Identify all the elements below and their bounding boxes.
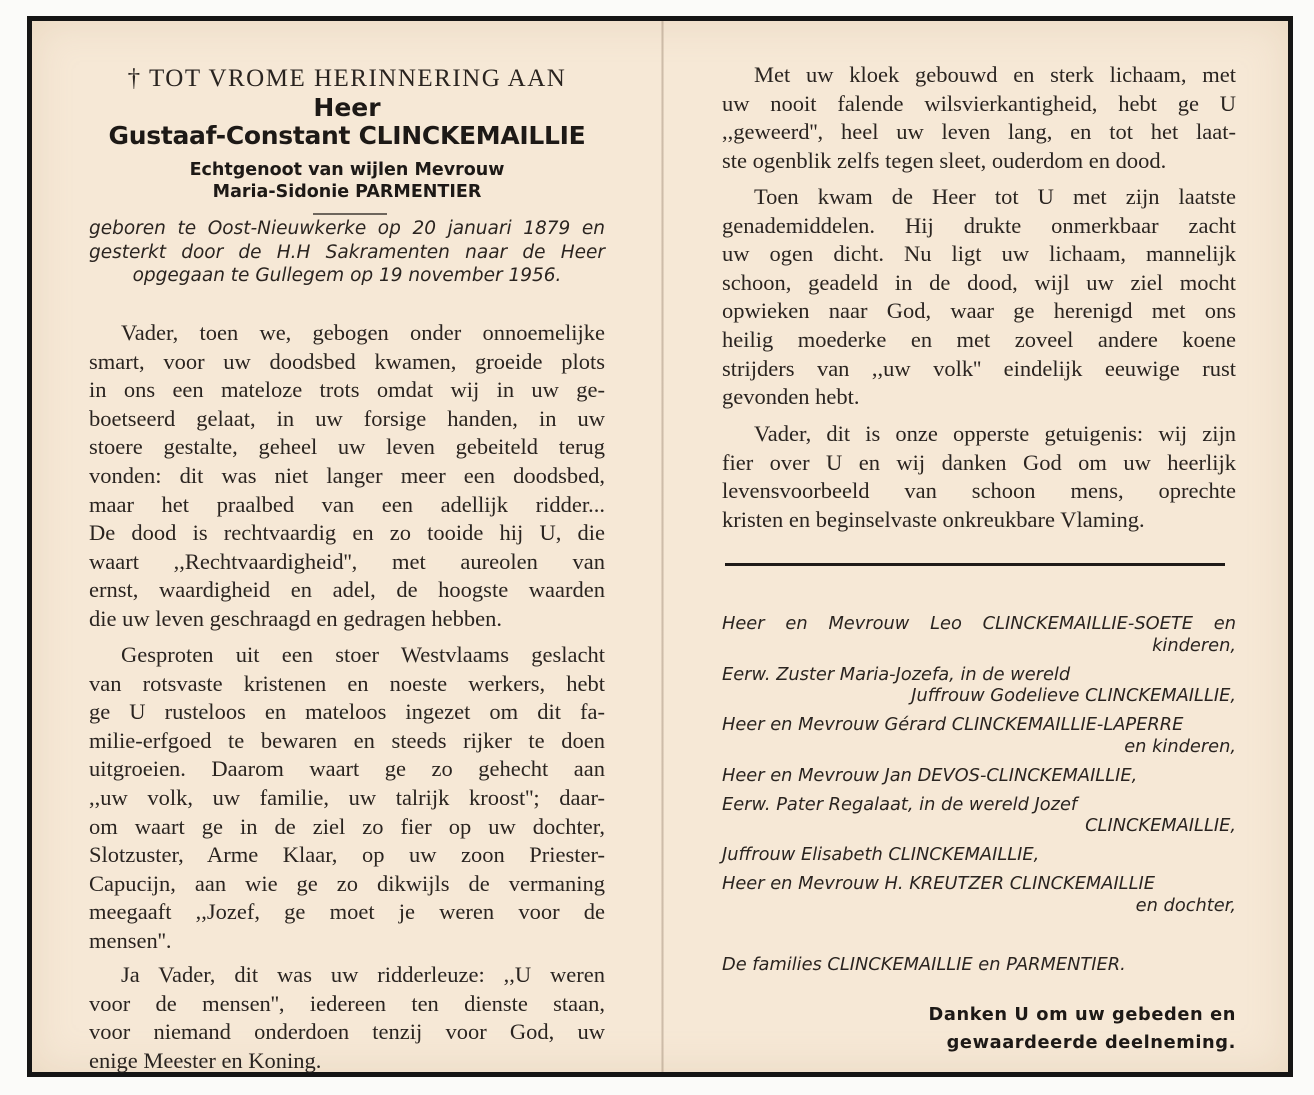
paragraph-line: Ja Vader, dit was uw ridderleuze: ,,U weren	[121, 962, 605, 987]
dates-line: opgegaan te Gullegem op 19 november 1956.	[132, 265, 562, 286]
paragraph-line: die uw leven geschraagd en gedragen hebben.	[89, 605, 502, 631]
paragraph-line: fier over U en wij danken God om uw heerlijk	[722, 449, 1236, 475]
family-list	[722, 613, 1236, 975]
paragraph-line: stoere gestalte, geheel uw leven gebeiteld terug	[89, 434, 605, 460]
paragraph-line: Capucijn, aan wie ge zo dikwijls de vermaning	[89, 870, 605, 896]
dates-line: gesterkt door de H.H Sakramenten naar de Heer	[89, 241, 605, 263]
family-member-line: Heer en Mevrouw H. KREUTZER CLINCKEMAILLIE	[722, 872, 1155, 894]
paragraph-line: Slotzuster, Arme Klaar, op uw zoon Priester-	[89, 842, 605, 868]
paragraph-line: ge U rusteloos en mateloos ingezet om dit fa-	[89, 699, 605, 725]
paragraph-line: opwieken naar God, waar ge herenigd met ons	[722, 298, 1236, 324]
paragraph-line: kristen en beginselvaste onkreukbare Vlaming.	[722, 506, 1145, 532]
paragraph-line: levensvoorbeeld van schoon mens, oprechte	[722, 478, 1236, 504]
section-divider	[725, 563, 1225, 566]
paragraph-line: voor de mensen'', iedereen ten dienste staan,	[89, 990, 605, 1016]
paragraph-line: ,,uw volk, uw familie, uw talrijk kroost''; daar-	[89, 784, 605, 810]
spouse-line-1: Echtgenoot van wijlen Mevrouw	[189, 160, 505, 180]
paragraph-line: vonden: dit was niet langer meer een doodsbed,	[89, 462, 605, 488]
paragraph-line: mensen''.	[89, 927, 172, 953]
paragraph-line: ,,geweerd'', heel uw leven lang, en tot het laat-	[722, 119, 1236, 145]
dates-line: geboren te Oost-Nieuwkerke op 20 januari 1879 en	[89, 218, 605, 239]
family-member-line: Eerw. Pater Regalaat, in de wereld Jozef	[722, 793, 1078, 815]
family-member-continuation: en kinderen,	[1124, 735, 1236, 757]
paragraph-line: van rotsvaste kristenen en noeste werkers, hebt	[89, 670, 605, 696]
thanks-line-1: Danken U om uw gebeden en	[928, 1004, 1236, 1025]
family-member-continuation: CLINCKEMAILLIE,	[1085, 815, 1236, 837]
left-paragraph-1	[89, 319, 605, 634]
paragraph-line: uw ogen dicht. Nu ligt uw lichaam, mannelijk	[722, 241, 1236, 267]
paragraph-line: voor niemand onderdoen tenzij voor God, uw	[89, 1019, 605, 1045]
birth-death-dates	[89, 217, 605, 288]
paragraph-line: De dood is rechtvaardig en zo tooide hij U, die	[89, 520, 605, 546]
spouse-line-2: Maria-Sidonie PARMENTIER	[212, 182, 482, 202]
paragraph-line: genademiddelen. Hij drukte onmerkbaar zacht	[722, 212, 1236, 238]
paragraph-line: uitgroeien. Daarom waart ge zo gehecht aan	[89, 756, 605, 782]
family-member-continuation: Juffrouw Godelieve CLINCKEMAILLIE,	[911, 685, 1236, 707]
paragraph-line: milie-erfgoed te bewaren en steeds rijker te doen	[89, 727, 605, 753]
paragraph-line: Toen kwam de Heer tot U met zijn laatste	[754, 184, 1236, 209]
paragraph-line: om waart ge in de ziel zo fier op uw dochter,	[89, 813, 605, 839]
family-member-line: Heer en Mevrouw Gérard CLINCKEMAILLIE-LAPERRE	[722, 714, 1184, 736]
paragraph-line: schoon, geadeld in de dood, wijl uw ziel mocht	[722, 269, 1236, 295]
deceased-title: Heer	[313, 93, 381, 122]
paragraph-line: strijders van ,,uw volk'' eindelijk eeuwige rust	[722, 355, 1236, 381]
left-paragraph-2	[89, 641, 605, 956]
paragraph-line: enige Meester en Koning.	[89, 1047, 322, 1073]
right-paragraph-3	[722, 420, 1236, 534]
paragraph-line: ernst, waardigheid en adel, de hoogste waarden	[89, 577, 605, 603]
deceased-name: Gustaaf-Constant CLINCKEMAILLIE	[108, 121, 586, 150]
family-member-line: Juffrouw Elisabeth CLINCKEMAILLIE,	[722, 844, 1040, 866]
paragraph-line: meegaaft ,,Jozef, ge moet je weren voor de	[89, 899, 605, 925]
memorial-heading: † TOT VROME HERINNERING AAN	[127, 65, 567, 92]
paragraph-line: gevonden hebt.	[722, 384, 860, 410]
card-fold-crease	[661, 21, 664, 1072]
right-paragraph-1	[722, 61, 1236, 175]
paragraph-line: boetseerd gelaat, in uw forsige handen, in uw	[89, 405, 605, 431]
paragraph-line: waart ,,Rechtvaardigheid'', met aureolen van	[89, 548, 605, 574]
left-paragraph-3	[89, 961, 605, 1075]
paragraph-line: maar het praalbed van een adellijk ridder...	[89, 491, 605, 517]
family-member-line: Heer en Mevrouw Leo CLINCKEMAILLIE-SOETE en	[722, 613, 1236, 634]
short-divider	[313, 213, 387, 215]
family-member-continuation: en dochter,	[1135, 894, 1236, 916]
paragraph-line: smart, voor uw doodsbed kwamen, groeide plots	[89, 348, 605, 374]
paragraph-line: Met uw kloek gebouwd en sterk lichaam, met	[754, 62, 1236, 87]
family-member-line: Eerw. Zuster Maria-Jozefa, in de wereld	[722, 663, 1071, 685]
paragraph-line: ste ogenblik zelfs tegen sleet, ouderdom en dood.	[722, 147, 1167, 173]
thanks-message	[929, 1001, 1236, 1057]
paragraph-line: Gesproten uit een stoer Westvlaams geslacht	[121, 642, 605, 667]
right-paragraph-2	[722, 183, 1236, 412]
family-member-continuation: kinderen,	[1152, 634, 1236, 656]
memorial-card	[27, 16, 1293, 1077]
paragraph-line: in ons een mateloze trots omdat wij in uw ge-	[89, 377, 605, 403]
paragraph-line: Vader, dit is onze opperste getuigenis: wij zijn	[754, 421, 1236, 446]
family-member-line: Heer en Mevrouw Jan DEVOS-CLINCKEMAILLIE,	[722, 764, 1138, 786]
families-line: De families CLINCKEMAILLIE en PARMENTIER.	[722, 953, 1126, 975]
paragraph-line: uw nooit falende wilsvierkantigheid, hebt ge U	[722, 90, 1236, 116]
thanks-line-2: gewaardeerde deelneming.	[946, 1032, 1236, 1053]
paragraph-line: heilig moederke en met zoveel andere koene	[722, 326, 1236, 352]
paragraph-line: Vader, toen we, gebogen onder onnoemelijke	[121, 320, 605, 345]
